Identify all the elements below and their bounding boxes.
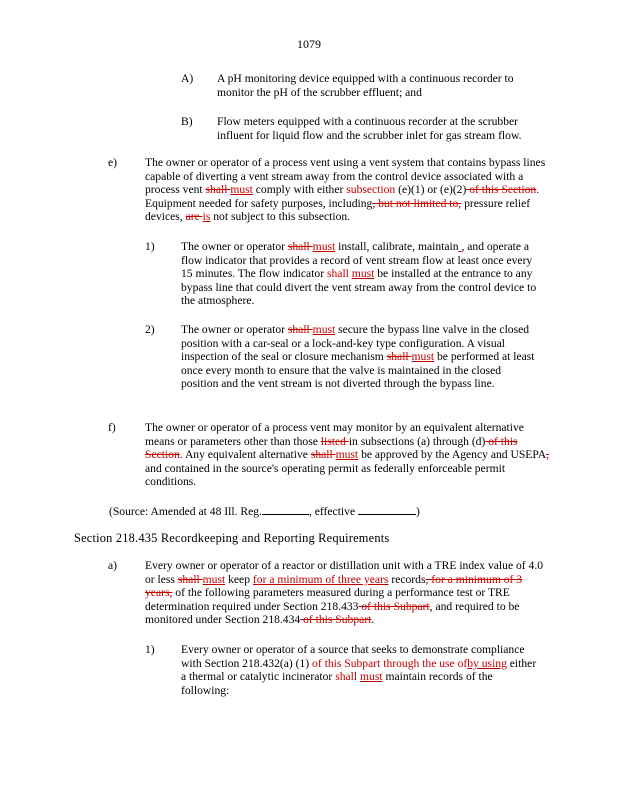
inserted-text: must xyxy=(411,350,435,364)
item-label-e2: 2) xyxy=(145,323,155,336)
item-text-a1 xyxy=(181,643,543,697)
item-text-A xyxy=(217,72,542,99)
text-run: secure the bypass line valve in the closed position with a car-seal or a lock-and-key type configuration. A visual inspection of the seal or closure mechanism xyxy=(181,323,530,364)
deleted-text: of this Section xyxy=(145,434,518,462)
deleted-text: shall xyxy=(287,240,313,253)
item-text-f xyxy=(145,421,551,489)
revised-text: of this Subpart through the use of xyxy=(312,656,468,670)
text-run: be approved by the Agency and USEPA xyxy=(358,448,547,462)
source-blank-register xyxy=(262,504,309,515)
item-label-B: B) xyxy=(181,115,193,128)
text-run: Every owner or operator of a reactor or distillation unit with a TRE index value of 4.0 or less xyxy=(145,559,544,586)
text-run: The owner or operator xyxy=(181,240,288,253)
text-run: be installed at the entrance to any bypass line that could divert the vent stream away from the control device to the atmosphere. xyxy=(181,267,537,308)
inserted-text: by using xyxy=(467,656,507,670)
revised-text: shall xyxy=(326,267,349,281)
source-note xyxy=(109,504,420,519)
item-text-a xyxy=(145,559,547,627)
text-run: either a thermal or catalytic incinerator xyxy=(181,656,537,684)
text-run: pressure relief devices, xyxy=(145,196,531,224)
item-text-e xyxy=(145,156,553,224)
item-label-a1: 1) xyxy=(145,643,155,656)
source-suffix: ) xyxy=(416,505,420,518)
text-run: . Equipment needed for safety purposes, including xyxy=(145,183,540,210)
text-run: , and operate a flow indicator that provides a record of vent stream flow at least once every 15 minutes. The flow indicator xyxy=(181,240,533,281)
source-prefix: (Source: Amended at 48 Ill. Reg. xyxy=(109,505,262,518)
item-label-e: e) xyxy=(108,156,118,169)
text-run: and contained in the source's operating permit as federally enforceable permit conditions. xyxy=(145,461,506,489)
text-run: . xyxy=(371,613,375,627)
text-run: install, calibrate, maintain xyxy=(335,240,459,253)
text-run: Flow meters equipped with a continuous recorder at the scrubber influent for liquid flow and the scrubber inlet for gas stream flow. xyxy=(217,115,522,142)
section-heading: Section 218.435 Recordkeeping and Reporting Requirements xyxy=(74,531,390,545)
text-run: maintain records of the following: xyxy=(181,670,493,697)
item-text-e1 xyxy=(181,240,545,308)
text-run: in subsections (a) through (d) xyxy=(348,434,486,448)
deleted-text: , xyxy=(546,448,550,462)
text-run: , and required to be monitored under Section 218.434 xyxy=(145,599,520,627)
item-label-A: A) xyxy=(181,72,194,85)
item-text-e2 xyxy=(181,323,539,391)
inserted-text: must xyxy=(202,572,226,586)
deleted-text: shall xyxy=(205,183,231,197)
text-run: Every owner or operator of a source that seeks to demonstrate compliance with Section 218.432(a) (1) xyxy=(181,643,525,670)
inserted-text: is xyxy=(202,210,211,224)
revised-text: shall xyxy=(335,670,358,684)
deleted-text: are xyxy=(185,210,203,224)
source-middle: , effective xyxy=(308,505,356,518)
page-number: 1079 xyxy=(297,37,321,51)
text-run: A pH monitoring device equipped with a continuous recorder to monitor the pH of the scrubber effluent; and xyxy=(217,72,514,99)
text-run: records xyxy=(388,572,426,586)
item-label-f: f) xyxy=(108,421,116,434)
inserted-text: must xyxy=(360,670,383,684)
deleted-text: of this Subpart xyxy=(300,613,372,627)
deleted-text: of this Subpart xyxy=(358,599,430,613)
inserted-text: must xyxy=(312,240,336,253)
deleted-text: of this Section xyxy=(466,183,537,197)
deleted-text: listed xyxy=(320,434,349,448)
deleted-text: , but not limited to, xyxy=(372,196,462,210)
text-run: The owner or operator of a process vent using a vent system that contains bypass lines capable of diverting a vent stream away from the control device associated with a process vent xyxy=(145,156,546,197)
text-run: comply with either xyxy=(252,183,347,197)
item-label-e1: 1) xyxy=(145,240,155,253)
item-label-a: a) xyxy=(108,559,118,572)
text-run: The owner or operator of a process vent may monitor by an equivalent alternative means or parameters other than those xyxy=(145,421,524,448)
revised-text: subsection xyxy=(346,183,396,197)
deleted-text: , for a minimum of 3 years, xyxy=(145,572,523,600)
text-run: be performed at least once every month to ensure that the valve is maintained in the closed position and the vent stream is not diverted through the bypass line. xyxy=(181,350,535,391)
text-run: . Any equivalent alternative xyxy=(179,448,311,462)
deleted-text: shall xyxy=(177,572,203,586)
inserted-text: must xyxy=(312,323,336,336)
deleted-text: shall xyxy=(287,323,313,336)
source-blank-date xyxy=(358,504,416,515)
inserted-text: must xyxy=(230,183,253,197)
text-run: (e)(1) or (e)(2) xyxy=(395,183,467,197)
deleted-text: shall xyxy=(386,350,412,364)
inserted-text: must xyxy=(335,448,359,462)
text-run: not subject to this subsection. xyxy=(210,210,351,224)
deleted-text: shall xyxy=(310,448,336,462)
inserted-text: for a minimum of three years xyxy=(252,572,389,586)
text-run: keep xyxy=(225,572,253,586)
text-run: of the following parameters measured during a performance test or TRE determination required under Section 218.433 xyxy=(145,586,510,613)
inserted-text: must xyxy=(351,267,375,281)
item-text-B xyxy=(217,115,549,142)
text-run: The owner or operator xyxy=(181,323,288,336)
